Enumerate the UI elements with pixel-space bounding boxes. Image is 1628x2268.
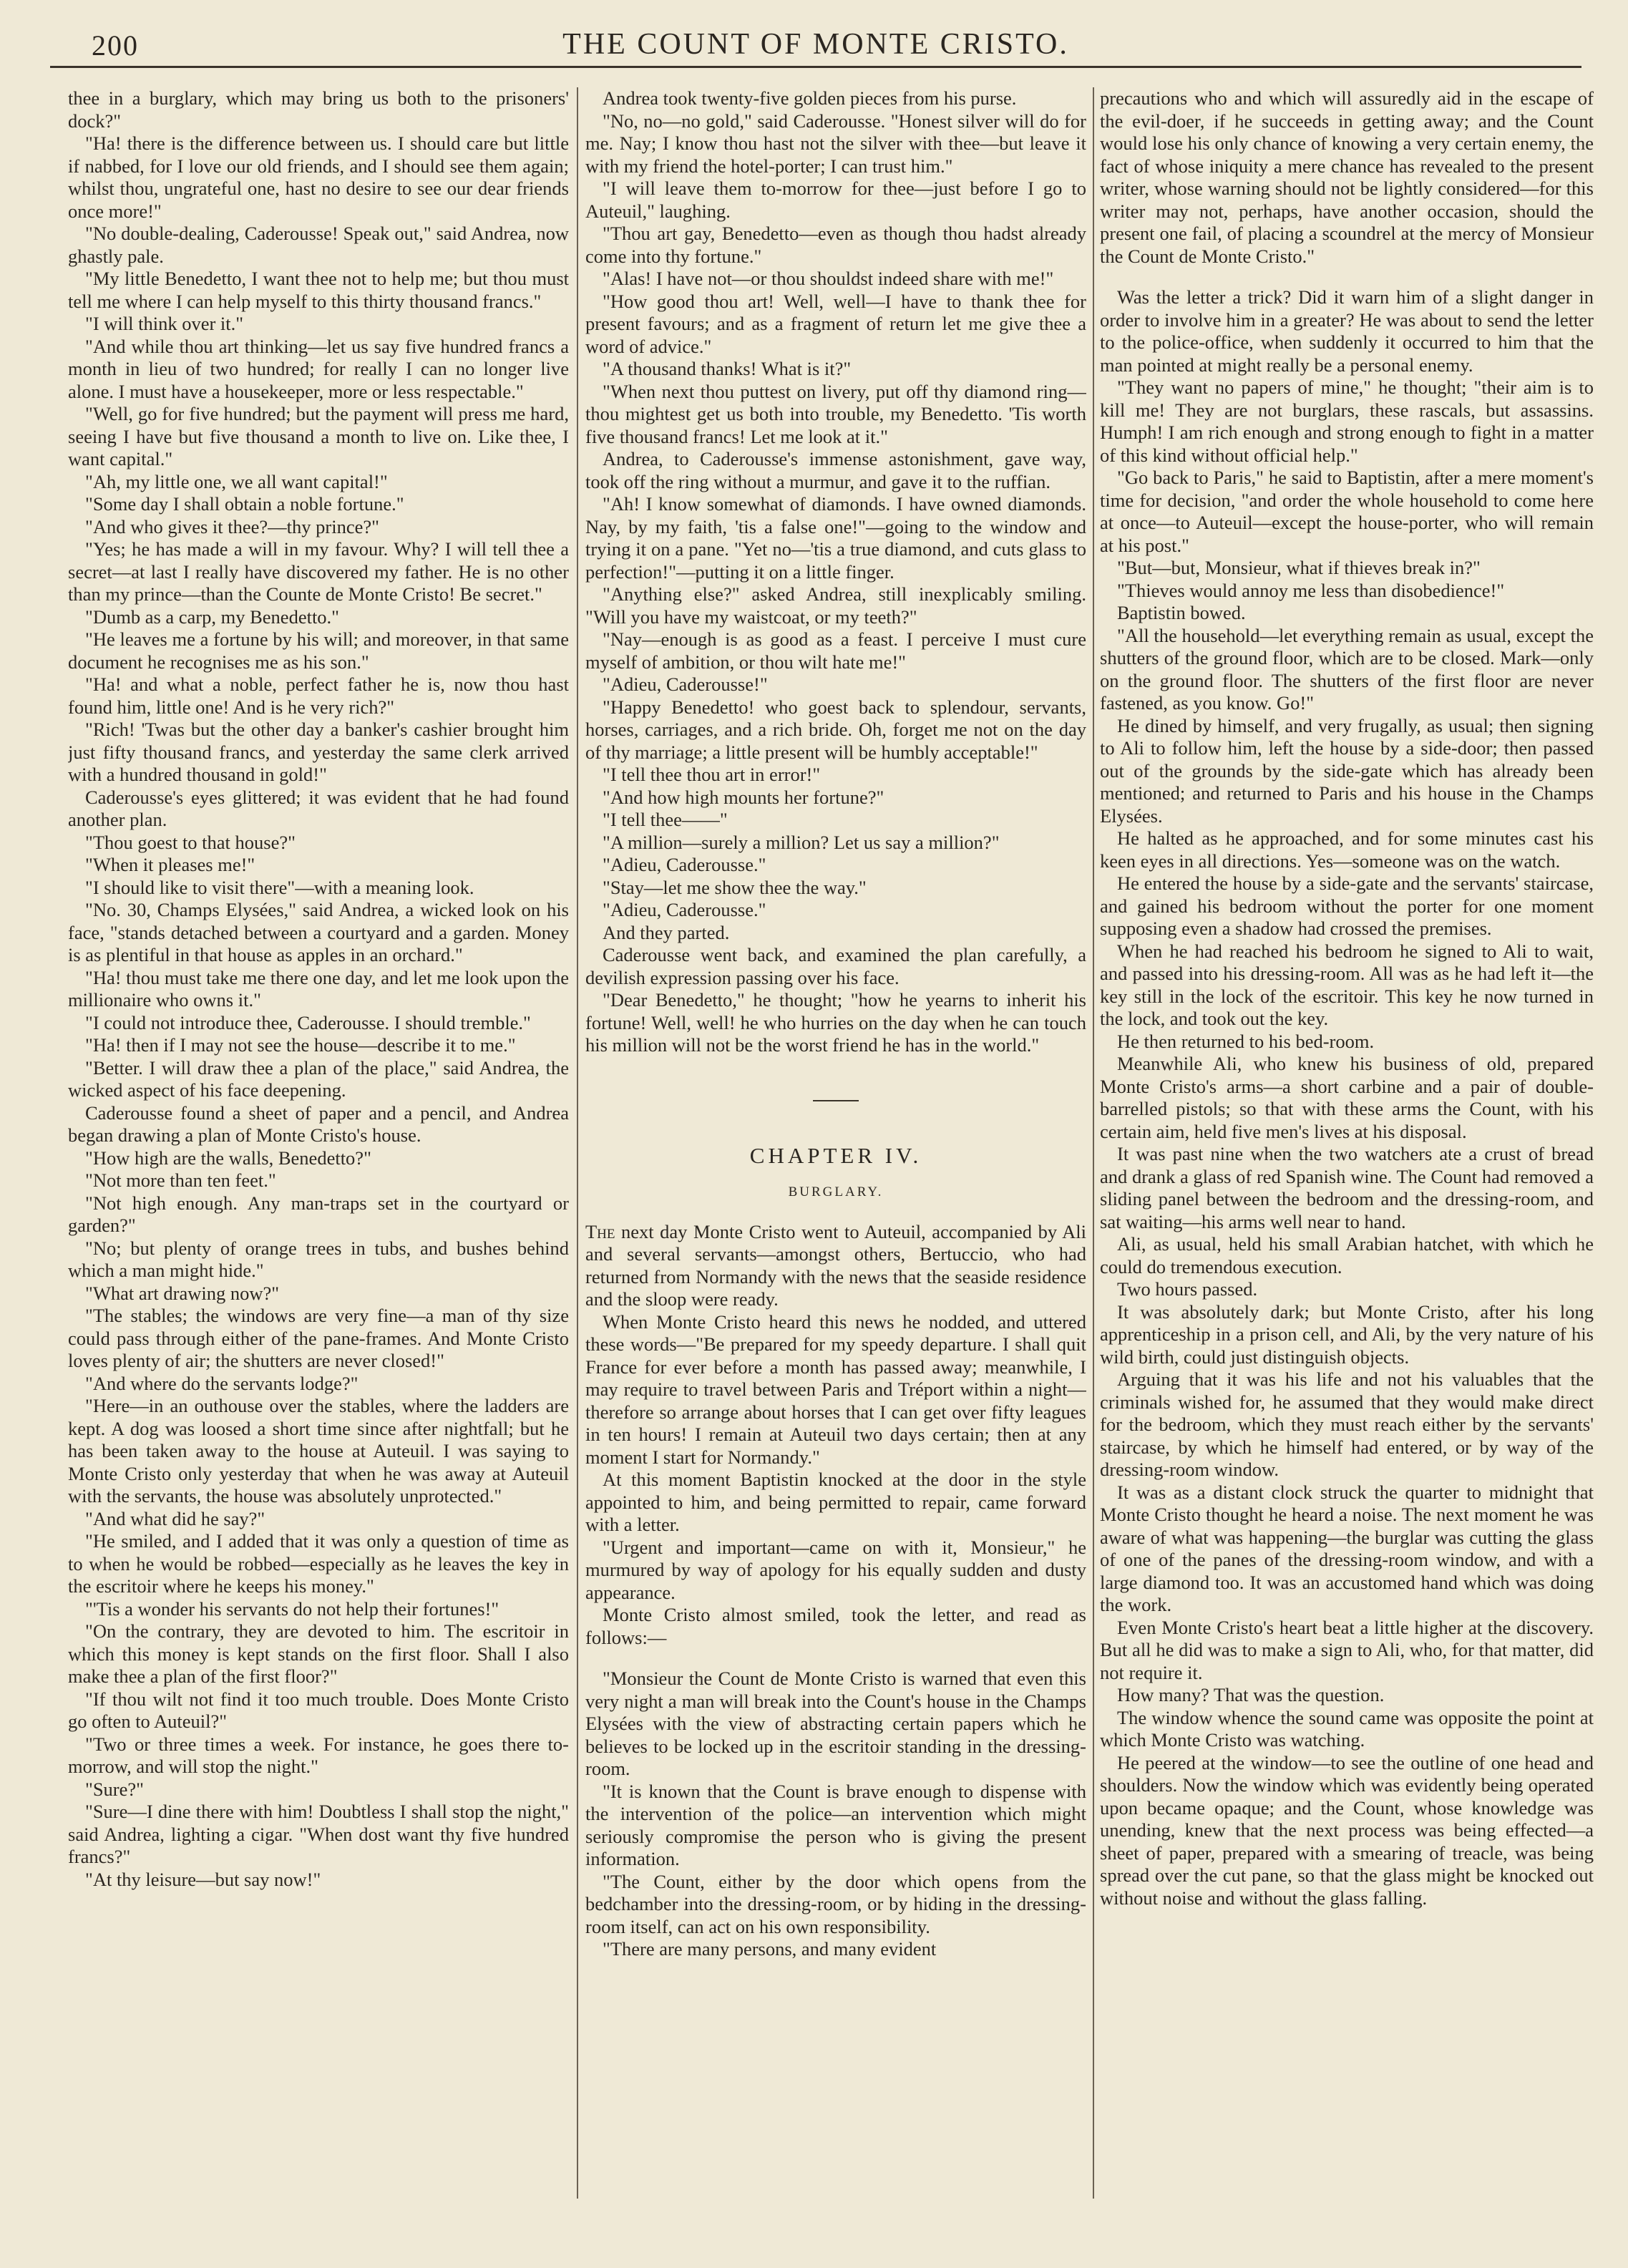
paragraph: Andrea took twenty-five golden pieces from his purse. [603, 87, 1017, 109]
paragraph: "The Count, either by the door which opens from the bedchamber into the dressing-room, or by hiding in the dressing-room itself, can act on his own responsibility. [585, 1870, 1086, 1937]
paragraph: "Two or three times a week. For instance, he goes there to-morrow, and will stop the night." [68, 1733, 569, 1777]
paragraph: Meanwhile Ali, who knew his business of old, prepared Monte Cristo's arms—a short carbine and a pair of double-barrelled pistols; so that with these arms the Count, with his certain aim, held five men's lives at his disposal. [1100, 1053, 1594, 1142]
opening-word: The [585, 1220, 615, 1242]
chapter-opening-paragraph [585, 1221, 1086, 1311]
paragraph: "Ha! and what a noble, perfect father he is, now thou hast found him, little one! And is he very rich?" [68, 673, 569, 718]
paragraph: "It is known that the Count is brave enough to dispense with the intervention of the police—an intervention which might seriously compromise the person who is giving the present information. [585, 1780, 1086, 1869]
paragraph: Two hours passed. [1117, 1278, 1258, 1300]
paragraph: "Ah! I know somewhat of diamonds. I have owned diamonds. Nay, by my faith, 'tis a false one!"—going to the window and trying it on a pane. "Yet no—'tis a true diamond, and cuts glass to perfection!"—putting it on a little finger. [585, 493, 1086, 583]
paragraph: Arguing that it was his life and not his valuables that the criminals wished for, he assumed that they would make direct for the bedroom, which they must reach either by the servants' staircase, by which he himself had entered, or by way of the dressing-room window. [1100, 1368, 1594, 1480]
section-separator [813, 1100, 859, 1101]
paragraph: "Some day I shall obtain a noble fortune." [85, 493, 404, 515]
paragraph: "All the household—let everything remain as usual, except the shutters of the ground floor, which are to be closed. Mark—only on the ground floor. The shutters of the first floor are never fastened, as you know. Go!" [1100, 624, 1594, 714]
paragraph: "Adieu, Caderousse." [603, 854, 766, 875]
paragraph: "Thou art gay, Benedetto—even as though thou hadst already come into thy fortune." [585, 223, 1086, 267]
paragraph: He entered the house by a side-gate and the servants' staircase, and gained his bedroom without the porter for one moment supposing even a shadow had crossed the premises. [1100, 872, 1594, 939]
paragraph: "Dear Benedetto," he thought; "how he yearns to inherit his fortune! Well, well! he who hurries on the day when he can touch his million will not be the worst friend he has in the world." [585, 989, 1086, 1056]
paragraph: "I tell thee——" [603, 809, 728, 830]
paragraph: "Ha! there is the difference between us. I should care but little if nabbed, for I love our old friends, and I should see them again; whilst thou, ungrateful one, hast no desire to see our dear friends once more!" [68, 132, 569, 222]
chapter-body [585, 1311, 1086, 1961]
paragraph: "Here—in an outhouse over the stables, where the ladders are kept. A dog was loosed a short time since after nightfall; but he has been taken away to the house at Auteuil. I was saying to Monte Cristo only yesterday that when he was away at Auteuil with the servants, the house was absolutely unprotected." [68, 1395, 569, 1507]
text-column-1 [68, 87, 569, 2227]
paragraph: "And how high mounts her fortune?" [603, 786, 884, 808]
paragraph: "Better. I will draw thee a plan of the place," said Andrea, the wicked aspect of his face deepening. [68, 1056, 569, 1101]
paragraph: When he had reached his bedroom he signed to Ali to wait, and passed into his dressing-room. All was as he had left it—the key still in the lock of the escritoir. This key he now turned in the lock, and took out the key. [1100, 940, 1594, 1029]
paragraph: Caderousse's eyes glittered; it was evident that he had found another plan. [68, 786, 569, 830]
paragraph: "How good thou art! Well, well—I have to thank thee for present favours; and as a fragment of return let me give thee a word of advice." [585, 290, 1086, 357]
column-2-text [585, 87, 1086, 1057]
paragraph: He halted as he approached, and for some minutes cast his keen eyes in all directions. Yes—someone was on the watch. [1100, 827, 1594, 872]
paragraph: "What art drawing now?" [85, 1282, 280, 1304]
paragraph: "Ha! thou must take me there one day, and let me look upon the millionaire who owns it." [68, 966, 569, 1011]
paragraph: thee in a burglary, which may bring us both to the prisoners' dock?" [68, 87, 569, 132]
paragraph: Baptistin bowed. [1117, 602, 1246, 623]
paragraph: precautions who and which will assuredly aid in the escape of the evil-doer, if he succeeds in getting away; and the Count would lose his only chance of knowing a very certain enemy, the fact of whose iniquity a mere chance has revealed to the present writer, whose warning should not be lightly considered—for this writer may not, perhaps, have another occasion, should the present one fail, of placing a scoundrel at the mercy of Monsieur the Count de Monte Cristo." [1100, 87, 1594, 267]
paragraph: "No; but plenty of orange trees in tubs, and bushes behind which a man might hide." [68, 1237, 569, 1281]
paragraph: The window whence the sound came was opposite the point at which Monte Cristo was watching. [1100, 1706, 1594, 1751]
page-number: 200 [92, 29, 139, 62]
paragraph: Caderousse went back, and examined the plan carefully, a devilish expression passing over his face. [585, 944, 1086, 988]
paragraph: "But—but, Monsieur, what if thieves break in?" [1117, 557, 1481, 578]
paragraph: "When it pleases me!" [85, 854, 255, 875]
paragraph: It was past nine when the two watchers ate a crust of bread and drank a glass of red Spanish wine. The Count had removed a sliding panel between the bedroom and the dressing-room, and sat waiting—his arms well near to hand. [1100, 1143, 1594, 1232]
paragraph: "Adieu, Caderousse." [603, 899, 766, 920]
paragraph: "They want no papers of mine," he thought; "their aim is to kill me! They are not burglars, these rascals, but assassins. Humph! I am rich enough and strong enough to fight in a matter of this kind without official help." [1100, 376, 1594, 466]
paragraph: "Sure—I dine there with him! Doubtless I shall stop the night," said Andrea, lighting a cigar. "When dost want thy five hundred francs?" [68, 1801, 569, 1867]
running-title: THE COUNT OF MONTE CRISTO. [562, 28, 1069, 61]
paragraph: "A thousand thanks! What is it?" [603, 358, 852, 379]
paragraph: He peered at the window—to see the outline of one head and shoulders. Now the window which was evidently being operated upon became opaque; and the Count, whose knowledge was unending, knew that the next process was being effected—a sheet of paper, prepared with a smearing of treacle, was being spread over the cut pane, so that the glass might be knocked out without noise and without the glass falling. [1100, 1751, 1594, 1909]
paragraph: "Go back to Paris," he said to Baptistin, after a mere moment's time for decision, "and order the whole household to come here at once—to Auteuil—except the house-porter, who will remain at his post." [1100, 467, 1594, 556]
paragraph: He dined by himself, and very frugally, as usual; then signing to Ali to follow him, left the house by a side-door; then passed out of the grounds by the side-gate which has already been mentioned; and returned to Paris and his house in the Champs Elysées. [1100, 714, 1594, 827]
paragraph: Andrea, to Caderousse's immense astonishment, gave way, took off the ring without a murmur, and gave it to the ruffian. [585, 448, 1086, 492]
paragraph: "Not high enough. Any man-traps set in the courtyard or garden?" [68, 1192, 569, 1236]
text-column-3 [1100, 87, 1594, 2227]
paragraph: "No, no—no gold," said Caderousse. "Honest silver will do for me. Nay; I know thou hast not the silver with thee—but leave it with my friend the hotel-porter; I can trust him." [585, 109, 1086, 177]
paragraph: It was absolutely dark; but Monte Cristo, after his long apprenticeship in a prison cell, and Ali, by the very nature of his wild birth, could just distinguish objects. [1100, 1300, 1594, 1368]
paragraph: "And where do the servants lodge?" [85, 1372, 359, 1394]
paragraph: "And what did he say?" [85, 1507, 265, 1529]
paragraph: "No double-dealing, Caderousse! Speak out," said Andrea, now ghastly pale. [68, 223, 569, 267]
paragraph: "I should like to visit there"—with a meaning look. [85, 876, 474, 898]
paragraph: "I will think over it." [85, 313, 244, 334]
column-divider [1093, 87, 1094, 2199]
paragraph: "He leaves me a fortune by his will; and moreover, in that same document he recognises me as his son." [68, 628, 569, 673]
paragraph: When Monte Cristo heard this news he nodded, and uttered these words—"Be prepared for my speedy departure. I shall quit France for ever before a month has passed away; meanwhile, I may require to travel between Paris and Tréport within a night—therefore so arrange about horses that I can get over fifty leagues in ten hours! I remain at Auteuil two days certain; then at any moment I start for Normandy." [585, 1310, 1086, 1468]
paragraph: "Anything else?" asked Andrea, still inexplicably smiling. "Will you have my waistcoat, or my teeth?" [585, 583, 1086, 628]
paragraph: "When next thou puttest on livery, put off thy diamond ring—thou mightest get us both into trouble, my Benedetto. 'Tis worth five thousand francs! Let me look at it." [585, 380, 1086, 447]
paragraph: Monte Cristo almost smiled, took the letter, and read as follows:— [585, 1604, 1086, 1648]
paragraph: "Monsieur the Count de Monte Cristo is warned that even this very night a man will break into the Count's house in the Champs Elysées with the view of abstracting certain papers which he believes to be locked up in the escritoir standing in the dressing-room. [585, 1668, 1086, 1779]
paragraph: "Adieu, Caderousse!" [603, 673, 768, 695]
paragraph: Caderousse found a sheet of paper and a pencil, and Andrea began drawing a plan of Monte Cristo's house. [68, 1101, 569, 1146]
paragraph: At this moment Baptistin knocked at the door in the style appointed to him, and being permitted to repair, came forward with a letter. [585, 1469, 1086, 1535]
paragraph: "I will leave them to-morrow for thee—just before I go to Auteuil," laughing. [585, 177, 1086, 222]
paragraph: "At thy leisure—but say now!" [85, 1868, 321, 1890]
paragraph: "I could not introduce thee, Caderousse. I should tremble." [85, 1011, 531, 1033]
paragraph: "Not more than ten feet." [85, 1169, 276, 1191]
paragraph: "He smiled, and I added that it was only a question of time as to when he would be robbed—especially as he leaves the key in the escritoir where he keeps his money." [68, 1530, 569, 1597]
paragraph: "My little Benedetto, I want thee not to help me; but thou must tell me where I can help myself to this thirty thousand francs." [68, 268, 569, 312]
paragraph: He then returned to his bed-room. [1117, 1030, 1375, 1052]
paragraph: "No. 30, Champs Elysées," said Andrea, a wicked look on his face, "stands detached between a courtyard and a garden. Money is as plentiful in that house as apples in an orchard." [68, 899, 569, 965]
opening-text: next day Monte Cristo went to Auteuil, accompanied by Ali and several servants—amongst others, Bertuccio, who had returned from Normandy with the news that the seaside residence and the sloop were ready. [585, 1220, 1086, 1310]
paragraph: "I tell thee thou art in error!" [603, 764, 821, 785]
paragraph: "Rich! 'Twas but the other day a banker's cashier brought him just fifty thousand francs, and yesterday the same clerk arrived with a hundred thousand in gold!" [68, 719, 569, 785]
chapter-subtitle: BURGLARY. [788, 1184, 884, 1199]
paragraph: "Alas! I have not—or thou shouldst indeed share with me!" [603, 268, 1054, 289]
page-header [50, 26, 1581, 68]
paragraph: Even Monte Cristo's heart beat a little higher at the discovery. But all he did was to make a sign to Ali, who, for that matter, did not require it. [1100, 1616, 1594, 1683]
paragraph: "Thieves would annoy me less than disobedience!" [1117, 579, 1505, 601]
paragraph: "Thou goest to that house?" [85, 831, 296, 853]
paragraph: "Happy Benedetto! who goest back to splendour, servants, horses, carriages, and a rich bride. Oh, forget me not on the day of thy marriage; a little present will be humbly acceptable!" [585, 696, 1086, 763]
paragraph: "And while thou art thinking—let us say five hundred francs a month in lieu of two hundred; for really I can no longer live alone. I must have a housekeeper, more or less respectable." [68, 335, 569, 402]
paragraph: "Yes; he has made a will in my favour. Why? I will tell thee a secret—at last I really have discovered my father. He is no other than my prince—than the Counte de Monte Cristo! Be secret." [68, 538, 569, 605]
paragraph: "How high are the walls, Benedetto?" [85, 1147, 371, 1169]
paragraph: "Ah, my little one, we all want capital!" [85, 470, 388, 492]
paragraph: "On the contrary, they are devoted to him. The escritoir in which this money is kept stands on the first floor. Shall I also make thee a plan of the first floor?" [68, 1620, 569, 1687]
paragraph: "Dumb as a carp, my Benedetto." [85, 605, 339, 628]
paragraph: Ali, as usual, held his small Arabian hatchet, with which he could do tremendous execution. [1100, 1233, 1594, 1277]
paragraph: "The stables; the windows are very fine—a man of thy size could pass through either of the pane-frames. And Monte Cristo loves plenty of air; the shutters are never closed!" [68, 1305, 569, 1371]
paragraph: "'Tis a wonder his servants do not help their fortunes!" [85, 1597, 499, 1620]
paragraph: "And who gives it thee?—thy prince?" [85, 515, 379, 537]
paragraph: "There are many persons, and many evident [603, 1938, 937, 1960]
text-column-2 [585, 87, 1086, 2227]
column-divider [577, 87, 578, 2199]
paragraph: And they parted. [603, 921, 730, 943]
paragraph: It was as a distant clock struck the quarter to midnight that Monte Cristo thought he heard a noise. The next moment he was aware of what was happening—the burglar was cutting the glass of one of the panes of the dressing-room window, and with a large diamond too. It was an accustomed hand which was doing the work. [1100, 1481, 1594, 1615]
paragraph: Was the letter a trick? Did it warn him of a slight danger in order to involve him in a greater? He was about to send the letter to the police-office, when suddenly it occurred to him that the man pointed at might really be a personal enemy. [1100, 286, 1594, 376]
paragraph: "Ha! then if I may not see the house—describe it to me." [85, 1034, 516, 1056]
paragraph: "A million—surely a million? Let us say a million?" [603, 831, 1000, 853]
paragraph: "Sure?" [85, 1778, 144, 1800]
paragraph: "Urgent and important—came on with it, Monsieur," he murmured by way of apology for his equally sudden and dusty appearance. [585, 1536, 1086, 1603]
paragraph: How many? That was the question. [1117, 1684, 1385, 1705]
paragraph: "Stay—let me show thee the way." [603, 876, 867, 898]
paragraph: "If thou wilt not find it too much trouble. Does Monte Cristo go often to Auteuil?" [68, 1688, 569, 1732]
paragraph: "Nay—enough is as good as a feast. I perceive I must cure myself of ambition, or thou wilt hate me!" [585, 628, 1086, 673]
paragraph: "Well, go for five hundred; but the payment will press me hard, seeing I have but five thousand a month to live on. Like thee, I want capital." [68, 403, 569, 469]
chapter-title: CHAPTER IV. [749, 1142, 922, 1168]
